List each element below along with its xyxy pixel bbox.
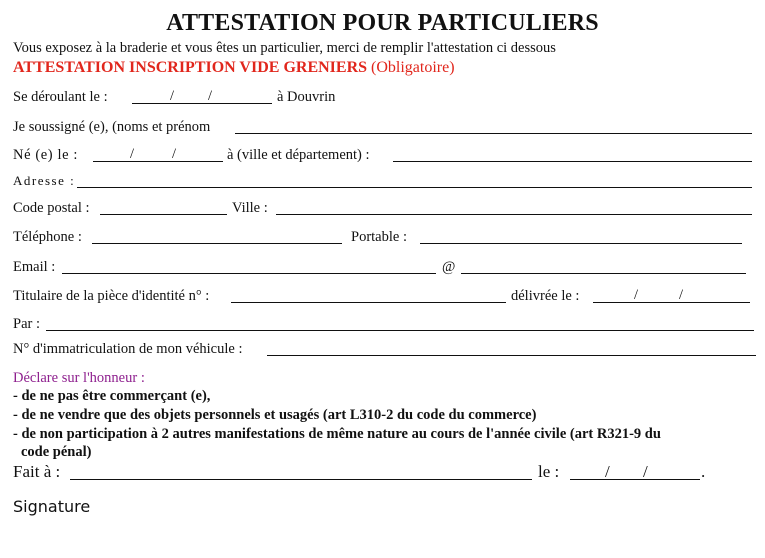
signature-label: Signature [13,497,91,516]
id-number-field[interactable] [231,302,506,303]
date-separator: / [208,88,213,104]
subtitle-main: ATTESTATION INSCRIPTION VIDE GRENIERS [13,59,368,76]
subtitle-obligatoire: (Obligatoire) [371,59,455,76]
id-issue-date-field[interactable] [593,302,750,303]
label-ville-departement: à (ville et département) : [227,147,370,163]
declare-label: Déclare sur l'honneur : [13,370,145,386]
label-ne-le: Né (e) le : [13,147,78,163]
label-je-soussigne: Je soussigné (e), (noms et prénom [13,119,211,135]
phone-field[interactable] [92,243,342,244]
label-titulaire: Titulaire de la pièce d'identité n° : [13,288,210,304]
declaration-item: - de ne pas être commerçant (e), [13,388,211,404]
city-field[interactable] [276,214,752,215]
label-se-deroulant-le: Se déroulant le : [13,89,108,105]
postal-code-field[interactable] [100,214,227,215]
date-separator: / [605,462,610,481]
birth-place-field[interactable] [393,161,752,162]
place-signed-field[interactable] [70,479,532,480]
label-delivree-le: délivrée le : [511,288,580,304]
declaration-item: - de ne vendre que des objets personnels et usagés (art L310-2 du code du commerce) [13,407,537,423]
label-le: le : [538,462,560,481]
name-field[interactable] [235,133,752,134]
end-period: . [701,462,706,481]
address-field[interactable] [77,187,752,188]
label-a-douvrin: à Douvrin [277,89,336,105]
label-code-postal: Code postal : [13,200,90,216]
declaration-item-continued: code pénal) [21,444,92,460]
declaration-item: - de non participation à 2 autres manifestations de même nature au cours de l'année civile (art R321-9 du [13,426,661,442]
date-separator: / [679,287,684,303]
issued-by-field[interactable] [46,330,754,331]
date-separator: / [130,146,135,162]
date-separator: / [634,287,639,303]
intro-text: Vous exposez à la braderie et vous êtes un particulier, merci de remplir l'attestation ci dessous [13,40,556,56]
label-telephone: Téléphone : [13,229,82,245]
birth-date-field[interactable] [93,161,223,162]
date-separator: / [172,146,177,162]
label-at: @ [442,259,456,275]
subtitle [13,59,455,77]
label-fait-a: Fait à : [13,462,61,481]
date-signed-field[interactable] [570,479,700,480]
document-title: ATTESTATION POUR PARTICULIERS [166,10,599,36]
vehicle-registration-field[interactable] [267,355,756,356]
label-email: Email : [13,259,56,275]
email-user-field[interactable] [62,273,436,274]
date-separator: / [643,462,648,481]
date-event-field[interactable] [132,103,272,104]
label-immatriculation: N° d'immatriculation de mon véhicule : [13,341,243,357]
label-adresse: Adresse : [13,173,76,188]
email-domain-field[interactable] [461,273,746,274]
label-ville: Ville : [232,200,268,216]
date-separator: / [170,88,175,104]
label-portable: Portable : [351,229,407,245]
label-par: Par : [13,316,40,332]
mobile-field[interactable] [420,243,742,244]
